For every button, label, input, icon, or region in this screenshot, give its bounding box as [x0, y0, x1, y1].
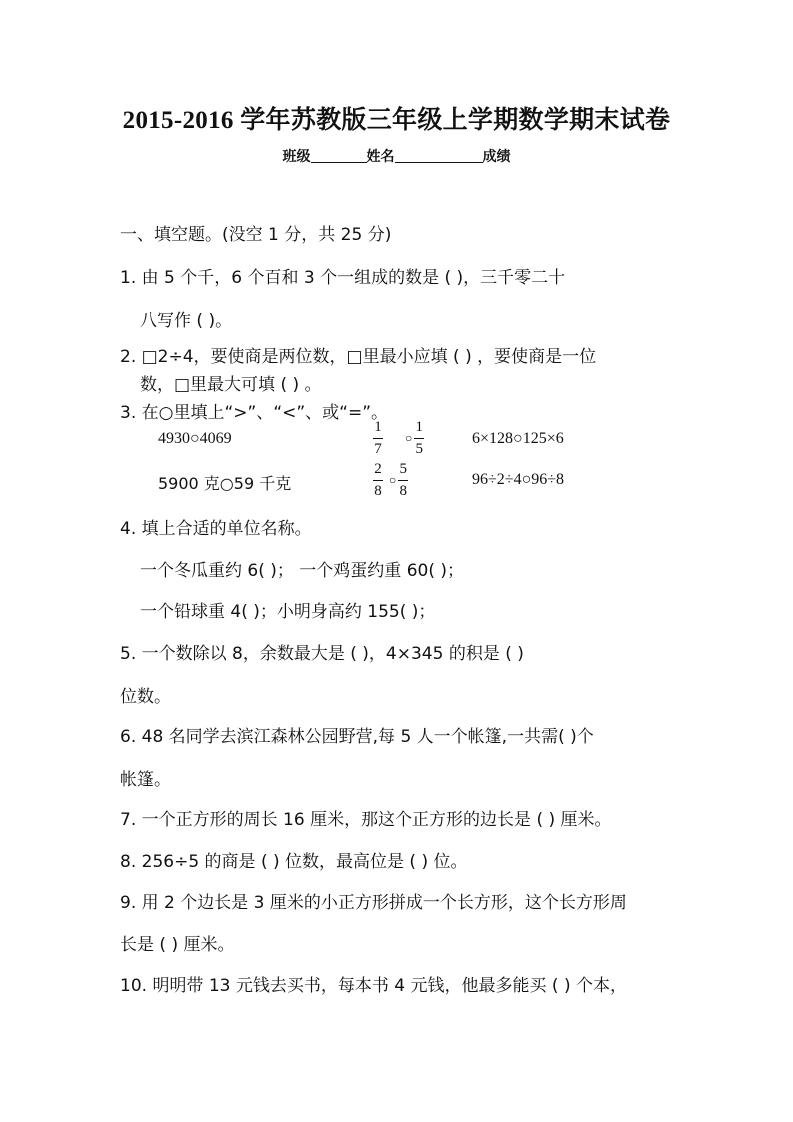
question-4-line-1: 4. 填上合适的单位名称。 — [120, 519, 312, 539]
compare-item-a: 4930○4069 — [158, 430, 232, 447]
question-9-line-1: 9. 用 2 个边长是 3 厘米的小正方形拼成一个长方形，这个长方形周 — [120, 893, 627, 913]
compare-item-f: 96÷2÷4○96÷8 — [472, 471, 565, 488]
compare-circle[interactable]: ○ — [405, 431, 413, 446]
compare-circle[interactable]: ○ — [389, 473, 397, 488]
fraction: $\frac{1}{5}$ — [415, 419, 423, 457]
compare-item-d: 5900 克○59 千克 — [158, 474, 292, 493]
fraction: $\frac{1}{7}$ — [374, 419, 382, 457]
question-2-line-2: 数，□里最大可填 ( ) 。 — [140, 375, 322, 395]
fraction: $\frac{2}{8}$ — [374, 461, 382, 499]
question-6-line-2: 帐篷。 — [120, 770, 171, 790]
section-heading: 一、填空题。(没空 1 分，共 25 分) — [120, 225, 392, 245]
question-2-line-1: 2. □2÷4，要使商是两位数，□里最小应填 ( ) ，要使商是一位 — [120, 347, 597, 367]
question-3-line-1: 3. 在○里填上“>”、“<”、或“=”。 — [120, 403, 389, 423]
page-title: 2015-2016 学年苏教版三年级上学期数学期末试卷 — [122, 107, 671, 134]
question-1-line-1: 1. 由 5 个千，6 个百和 3 个一组成的数是 ( )，三千零二十 — [120, 268, 566, 288]
compare-item-e — [373, 462, 408, 499]
score-label: 成绩 — [482, 149, 511, 165]
question-4-line-3: 一个铅球重 4( )；小明身高约 155( )； — [140, 602, 436, 622]
compare-item-c: 6×128○125×6 — [472, 430, 564, 447]
question-8: 8. 256÷5 的商是 ( ) 位数，最高位是 ( ) 位。 — [120, 852, 468, 872]
class-blank[interactable] — [311, 148, 367, 163]
name-blank[interactable] — [395, 148, 483, 163]
question-5-line-1: 5. 一个数除以 8，余数最大是 ( )，4×345 的积是 ( ) — [120, 644, 524, 664]
class-label: 班级 — [282, 149, 311, 165]
question-9-line-2: 长是 ( ) 厘米。 — [120, 935, 235, 955]
compare-item-b — [373, 420, 424, 457]
question-7: 7. 一个正方形的周长 16 厘米，那这个正方形的边长是 ( ) 厘米。 — [120, 810, 612, 830]
student-info-line — [0, 146, 793, 166]
question-10-line-1: 10. 明明带 13 元钱去买书，每本书 4 元钱，他最多能买 ( ) 个本， — [120, 976, 627, 996]
fraction: $\frac{5}{8}$ — [399, 461, 407, 499]
question-1-line-2: 八写作 ( )。 — [140, 311, 233, 331]
question-5-line-2: 位数。 — [120, 687, 171, 707]
question-4-line-2: 一个冬瓜重约 6( )； 一个鸡蛋约重 60( )； — [140, 561, 464, 581]
name-label: 姓名 — [366, 149, 395, 165]
question-6-line-1: 6. 48 名同学去滨江森林公园野营,每 5 人一个帐篷,一共需( )个 — [120, 727, 594, 747]
